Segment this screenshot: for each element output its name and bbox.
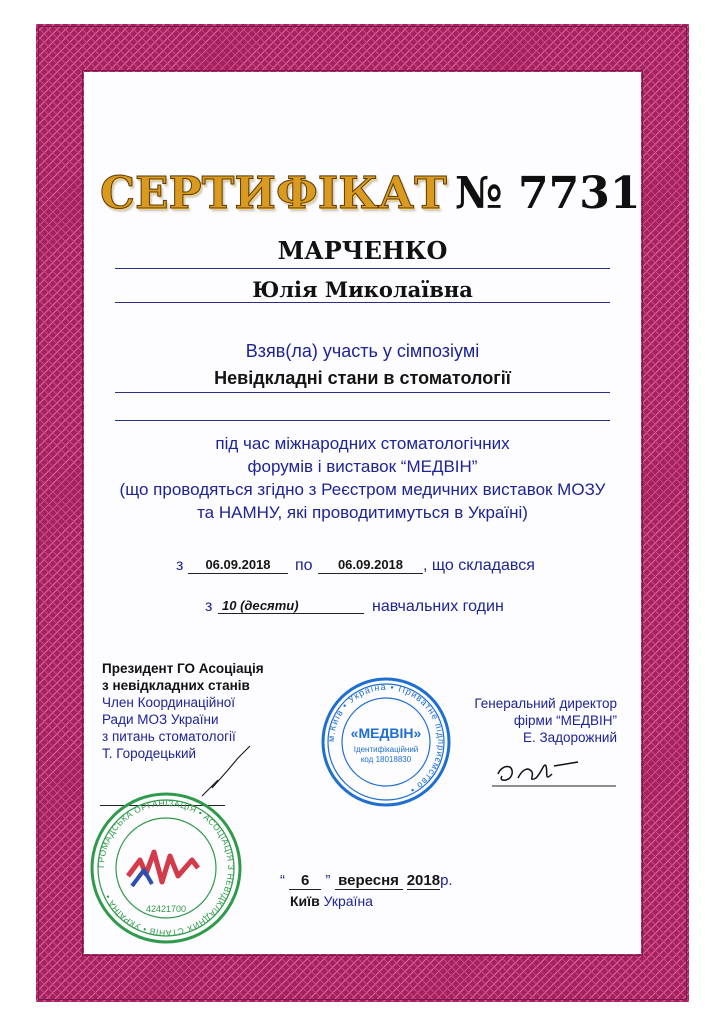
symposium-name: Невідкладні стани в стоматології <box>214 368 511 388</box>
right-sig-line-3: Е. Задорожний <box>523 730 617 745</box>
association-logo <box>128 852 198 886</box>
recipient-given-names: Юлія Миколаївна <box>252 277 473 302</box>
certificate-title <box>100 168 641 219</box>
left-sig-line-5: з питань стоматології <box>102 729 236 744</box>
association-stamp-code: 42421700 <box>145 904 187 914</box>
left-sig-line-3: Член Координаційної <box>102 695 236 710</box>
hours-suffix: навчальних годин <box>372 598 504 615</box>
issue-date <box>280 872 470 890</box>
medvin-stamp-sub1: Ідентифікаційний <box>353 745 419 754</box>
blank-underline <box>115 420 610 421</box>
right-sig-line-1: Генеральний директор <box>474 696 617 711</box>
issue-close-quote: ” <box>325 872 331 889</box>
medvin-stamp <box>320 676 452 808</box>
recipient-surname: МАРЧЕНКО <box>277 236 448 265</box>
symposium-underline <box>115 392 610 393</box>
issue-year-suffix: р. <box>440 872 453 889</box>
right-sig-line-2: фірми “МЕДВІН” <box>513 713 617 728</box>
medvin-stamp-sub2: код 18018830 <box>360 755 412 764</box>
left-sig-line-4: Ради МОЗ України <box>102 712 219 727</box>
event-line-2: форумів і виставок “МЕДВІН” <box>247 457 478 476</box>
surname-underline <box>115 268 610 269</box>
director-signature <box>488 752 618 792</box>
issue-city: Київ <box>290 893 320 909</box>
dates-row <box>100 555 625 579</box>
date-to-value: 06.09.2018 <box>318 557 423 574</box>
dates-suffix: , що складався <box>423 557 535 574</box>
issue-day: 6 <box>289 872 321 890</box>
left-sig-line-2: з невідкладних станів <box>102 678 250 693</box>
association-stamp-ring-text: ГРОМАДСЬКА ОРГАНІЗАЦІЯ • АСОЦІАЦІЯ З НЕВІДКЛАДНИХ СТАНІВ • УКРАЇНА • <box>95 797 237 939</box>
hours-prefix: з <box>205 598 213 615</box>
event-description <box>110 432 615 524</box>
issue-place <box>290 893 373 909</box>
date-from-prefix: з <box>176 557 184 574</box>
certificate-number: № 7731 <box>454 168 641 219</box>
event-line-1: під час міжнародних стоматологічних <box>215 434 510 453</box>
association-stamp <box>88 790 244 946</box>
given-names-underline <box>115 302 610 303</box>
event-line-3: (що проводяться згідно з Реєстром медичних виставок МОЗУ <box>119 480 606 499</box>
medvin-stamp-center: «МЕДВІН» <box>350 725 422 741</box>
issue-open-quote: “ <box>280 872 285 889</box>
issue-country: Україна <box>323 893 373 909</box>
hours-value: 10 (десяти) <box>218 598 364 614</box>
event-line-4: та НАМНУ, які проводитимуться в Україні) <box>197 503 528 522</box>
date-from-value: 06.09.2018 <box>188 557 288 574</box>
hours-row <box>100 596 625 620</box>
president-signature <box>198 740 258 800</box>
left-sig-line-1: Президент ГО Асоціація <box>102 661 264 676</box>
medvin-stamp-ring-text: м.Київ • Україна • Приватне підприємство • <box>325 681 447 796</box>
participation-text: Взяв(ла) участь у сімпозіумі <box>245 341 480 361</box>
left-sig-line-6: Т. Городецький <box>102 746 197 761</box>
title-word: СЕРТИФІКАТ <box>100 168 447 219</box>
issue-year: 2018 <box>406 872 441 889</box>
date-to-prefix: по <box>295 557 313 574</box>
issue-month: вересня <box>335 872 403 890</box>
